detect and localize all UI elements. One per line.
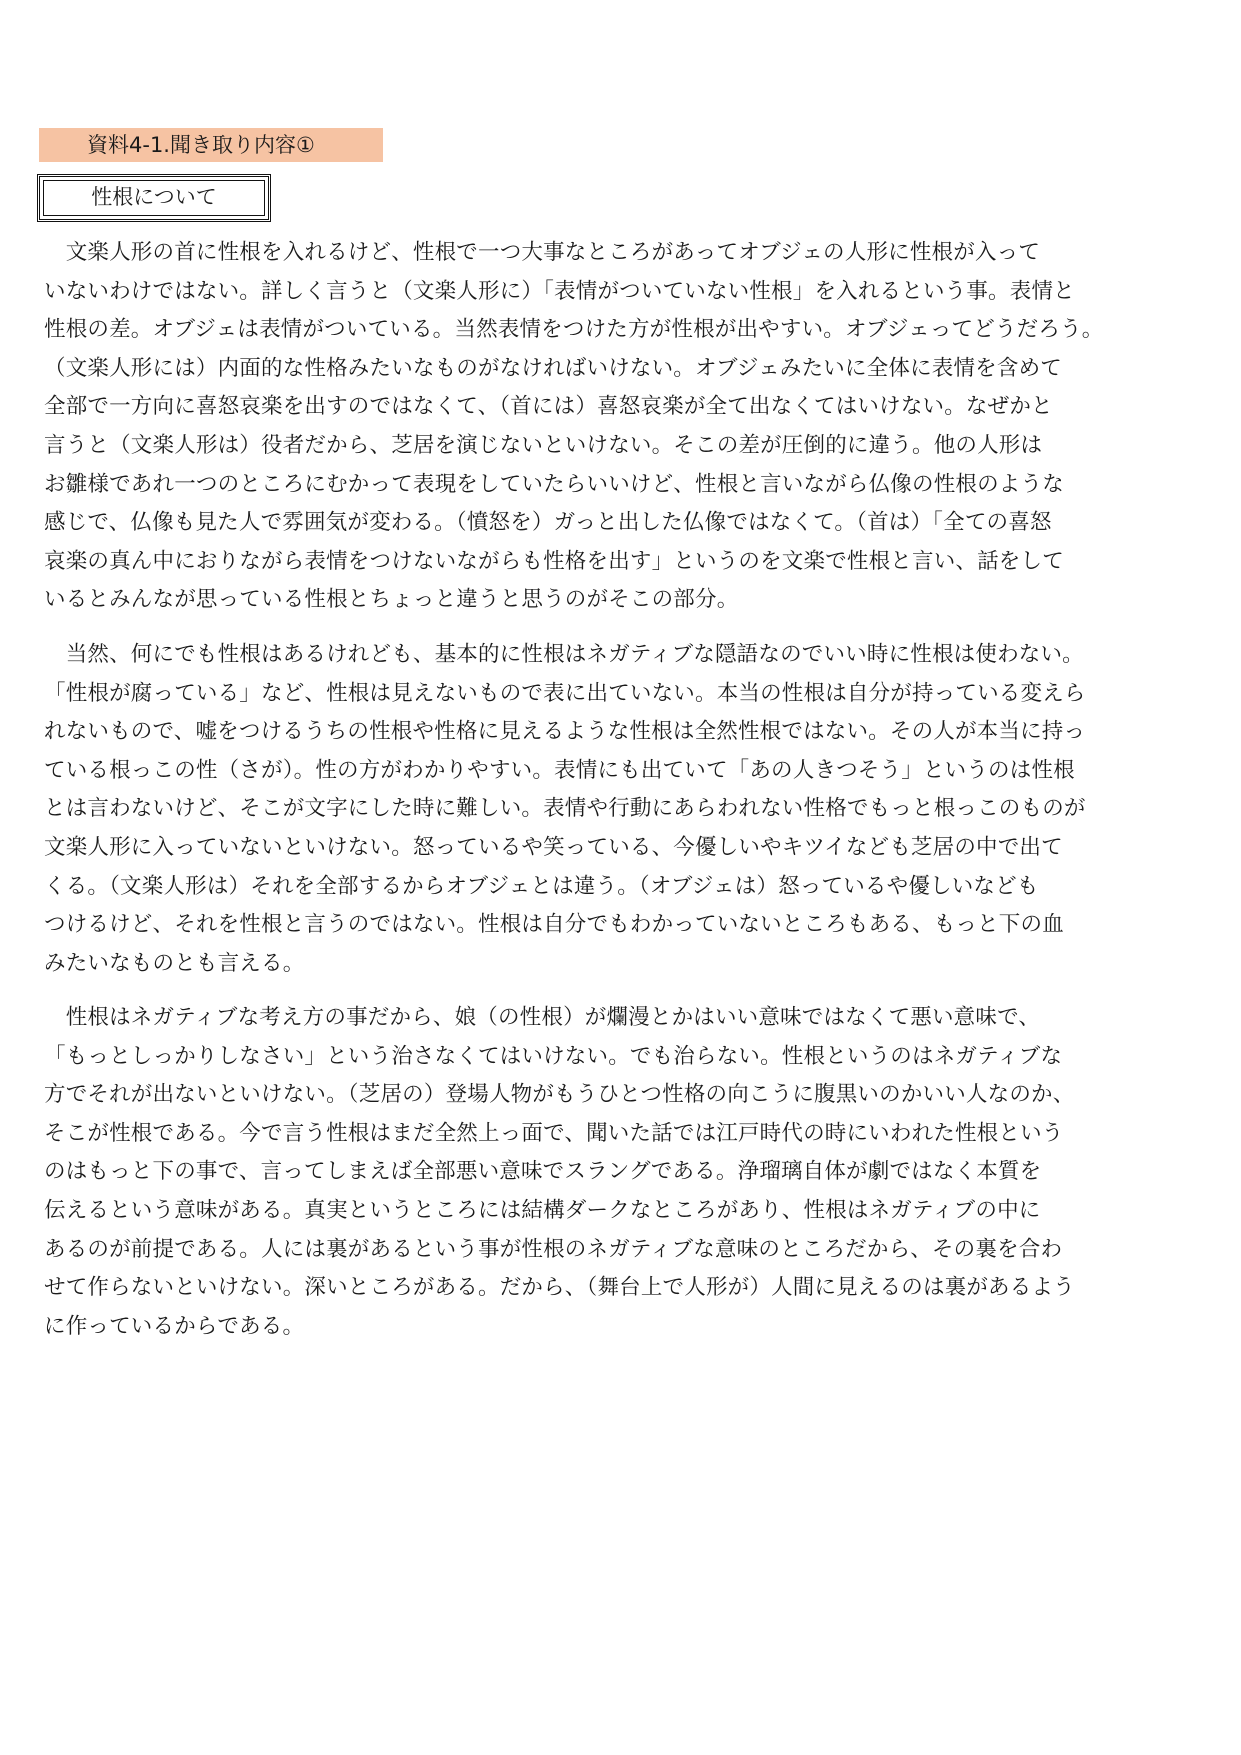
paragraph-line: いないわけではない。詳しく言うと（文楽人形に）「表情がついていない性根」を入れるという事。表情と — [44, 278, 1075, 304]
paragraph-line: つけるけど、それを性根と言うのではない。性根は自分でもわかっていないところもある、もっと下の血 — [44, 912, 1064, 938]
paragraph-line: 伝えるという意味がある。真実というところには結構ダークなところがあり、性根はネガティブの中に — [44, 1197, 1041, 1223]
section-title-box — [37, 174, 271, 222]
paragraph-line: くる。（文楽人形は）それを全部するからオブジェとは違う。（オブジェは）怒っているや優しいなども — [44, 873, 1039, 899]
paragraph-line: 哀楽の真ん中におりながら表情をつけないながらも性格を出す」というのを文楽で性根と言い、話をして — [44, 548, 1064, 574]
paragraph-line: 感じで、仏像も見た人で雰囲気が変わる。（憤怒を）ガっと出した仏像ではなくて。（首は）「全ての喜怒 — [44, 510, 1052, 536]
paragraph-line: みたいなものとも言える。 — [44, 950, 305, 976]
paragraph-line: お雛様であれ一つのところにむかって表現をしていたらいいけど、性根と言いながら仏像の性根のような — [44, 471, 1064, 497]
paragraph-line: 「もっとしっかりしなさい」という治さなくてはいけない。でも治らない。性根というのはネガティブな — [44, 1043, 1063, 1069]
paragraph-line: のはもっと下の事で、言ってしまえば全部悪い意味でスラングである。浄瑠璃自体が劇ではなく本質を — [44, 1159, 1042, 1185]
paragraph-line: 文楽人形に入っていないといけない。怒っているや笑っている、今優しいやキツイなども芝居の中で出て — [44, 834, 1063, 860]
paragraph-line: 文楽人形の首に性根を入れるけど、性根で一つ大事なところがあってオブジェの人形に性根が入って — [44, 240, 1041, 265]
paragraph-line: れないもので、嘘をつけるうちの性根や性格に見えるような性根は全然性根ではない。その人が本当に持っ — [44, 719, 1086, 745]
paragraph-line: 「性根が腐っている」など、性根は見えないもので表に出ていない。本当の性根は自分が持っている変えら — [44, 680, 1086, 706]
paragraph-line: あるのが前提である。人には裏があるという事が性根のネガティブな意味のところだから、その裏を合わ — [44, 1236, 1063, 1262]
paragraph-line: 性根の差。オブジェは表情がついている。当然表情をつけた方が性根が出やすい。オブジェってどうだろう。 — [44, 317, 1104, 343]
section-title: 性根について — [43, 180, 265, 216]
paragraph-line: せて作らないといけない。深いところがある。だから、（舞台上で人形が）人間に見えるのは裏があるよう — [44, 1275, 1075, 1301]
paragraph-line: 性根はネガティブな考え方の事だから、娘（の性根）が爛漫とかはいい意味ではなくて悪い意味で、 — [44, 1005, 1041, 1030]
paragraph-3 — [44, 999, 1174, 1346]
paragraph-1 — [44, 234, 1174, 620]
paragraph-line: そこが性根である。今で言う性根はまだ全然上っ面で、聞いた話では江戸時代の時にいわれた性根という — [44, 1120, 1064, 1146]
paragraph-line: 方でそれが出ないといけない。（芝居の）登場人物がもうひとつ性格の向こうに腹黒いのかいい人なのか、 — [44, 1082, 1075, 1108]
paragraph-line: ている根っこの性（さが）。性の方がわかりやすい。表情にも出ていて「あの人きつそう」というのは性根 — [44, 757, 1075, 783]
paragraph-line: に作っているからである。 — [44, 1313, 305, 1339]
paragraph-line: 言うと（文楽人形は）役者だから、芝居を演じないといけない。そこの差が圧倒的に違う。他の人形は — [44, 432, 1043, 458]
paragraph-line: いるとみんなが思っている性根とちょっと違うと思うのがそこの部分。 — [44, 587, 739, 613]
paragraph-line: とは言わないけど、そこが文字にした時に難しい。表情や行動にあらわれない性格でもっと根っこのものが — [44, 796, 1086, 822]
document-label: 資料4-1.聞き取り内容① — [39, 128, 383, 162]
paragraph-2 — [44, 636, 1174, 983]
paragraph-line: 当然、何にでも性根はあるけれども、基本的に性根はネガティブな隠語なのでいい時に性根は使わない。 — [44, 642, 1084, 667]
paragraph-line: （文楽人形には）内面的な性格みたいなものがなければいけない。オブジェみたいに全体に表情を含めて — [44, 355, 1062, 381]
paragraph-line: 全部で一方向に喜怒哀楽を出すのではなくて、（首には）喜怒哀楽が全て出なくてはいけない。なぜかと — [44, 394, 1053, 420]
